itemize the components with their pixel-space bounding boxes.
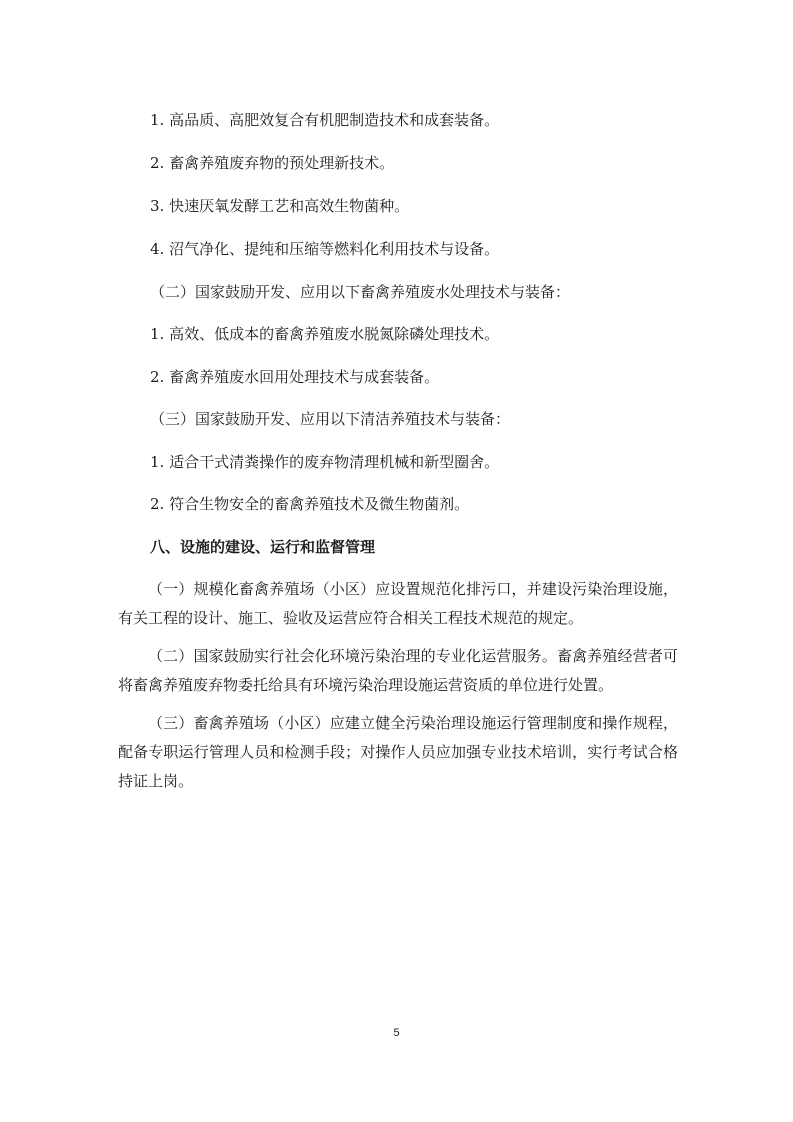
paragraph: （三）畜禽养殖场（小区）应建立健全污染治理设施运行管理制度和操作规程，配备专职运行管理人员和检测手段；对操作人员应加强专业技术培训，实行考试合格持证上岗。 bbox=[118, 714, 678, 790]
list-item: 2. 畜禽养殖废水回用处理技术与成套装备。 bbox=[150, 368, 440, 386]
list-item: 2. 符合生物安全的畜禽养殖技术及微生物菌剂。 bbox=[150, 495, 470, 513]
paragraph: （一）规模化畜禽养殖场（小区）应设置规范化排污口，并建设污染治理设施，有关工程的设计、施工、验收及运营应符合相关工程技术规范的规定。 bbox=[118, 580, 678, 627]
list-item: 2. 畜禽养殖废弃物的预处理新技术。 bbox=[150, 154, 395, 172]
list-item: 4. 沼气净化、提纯和压缩等燃料化利用技术与设备。 bbox=[150, 240, 500, 258]
list-item: 1. 适合干式清粪操作的废弃物清理机械和新型圈舍。 bbox=[150, 453, 500, 471]
subsection-title: （二）国家鼓励开发、应用以下畜禽养殖废水处理技术与装备： bbox=[150, 283, 571, 301]
list-item: 1. 高品质、高肥效复合有机肥制造技术和成套装备。 bbox=[150, 111, 500, 129]
subsection-title: （三）国家鼓励开发、应用以下清洁养殖技术与装备： bbox=[150, 410, 511, 428]
list-item: 3. 快速厌氧发酵工艺和高效生物菌种。 bbox=[150, 197, 410, 215]
paragraph: （二）国家鼓励实行社会化环境污染治理的专业化运营服务。畜禽养殖经营者可将畜禽养殖废弃物委托给具有环境污染治理设施运营资质的单位进行处置。 bbox=[118, 647, 678, 694]
page-number: 5 bbox=[393, 1027, 400, 1039]
section-heading: 八、设施的建设、运行和监督管理 bbox=[150, 538, 376, 556]
list-item: 1. 高效、低成本的畜禽养殖废水脱氮除磷处理技术。 bbox=[150, 325, 500, 343]
